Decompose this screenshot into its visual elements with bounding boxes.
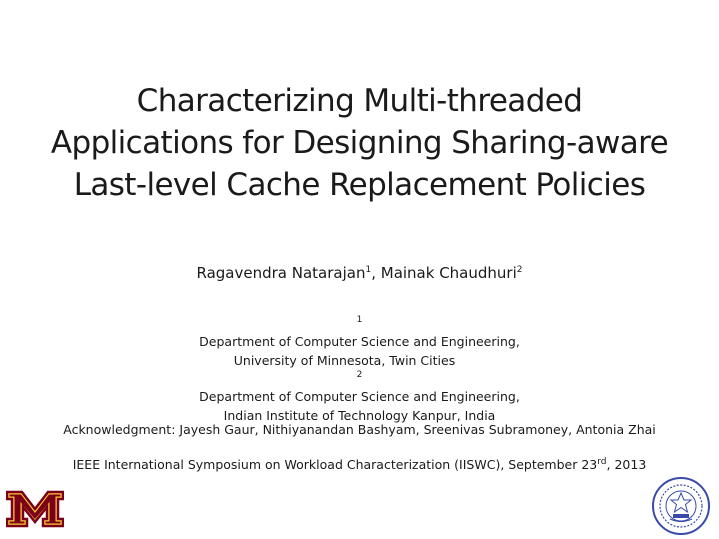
iit-kanpur-seal-icon [651,476,711,536]
title-line-2: Applications for Designing Sharing-aware [50,125,669,161]
venue-line [0,457,719,472]
author-2-affiliation-mark: 2 [516,265,523,275]
title-line-1: Characterizing Multi-threaded [136,83,583,119]
affiliation-1-department: Department of Computer Science and Engineering, [199,334,520,349]
affiliation-1-mark: 1 [356,314,363,325]
university-of-minnesota-logo-icon [6,490,64,528]
affiliation-2-department: Department of Computer Science and Engineering, [199,389,520,404]
affiliation-1-line-1 [0,313,719,351]
affiliation-2-mark: 2 [356,369,363,380]
venue-text: IEEE International Symposium on Workload Characterization (IISWC), September 23 [72,457,598,472]
affiliation-2-line-1 [0,368,719,406]
venue-date-suffix: rd [597,456,607,467]
author-1: Ragavendra Natarajan [196,264,366,282]
title-line-3: Last-level Cache Replacement Policies [73,167,646,203]
affiliation-2-institution: Indian Institute of Technology Kanpur, India [223,408,496,423]
acknowledgment: Acknowledgment: Jayesh Gaur, Nithiyanandan Bashyam, Sreenivas Subramoney, Antonia Zhai [63,422,656,437]
slide-title [10,80,709,206]
affiliation-1 [0,313,719,370]
author-2: Mainak Chaudhuri [380,264,517,282]
affiliation-2 [0,368,719,425]
author-1-affiliation-mark: 1 [365,265,372,275]
venue-year: , 2013 [606,457,647,472]
author-list [0,264,719,282]
affiliation-1-institution: University of Minnesota, Twin Cities [233,353,456,368]
author-separator: , [371,264,381,282]
